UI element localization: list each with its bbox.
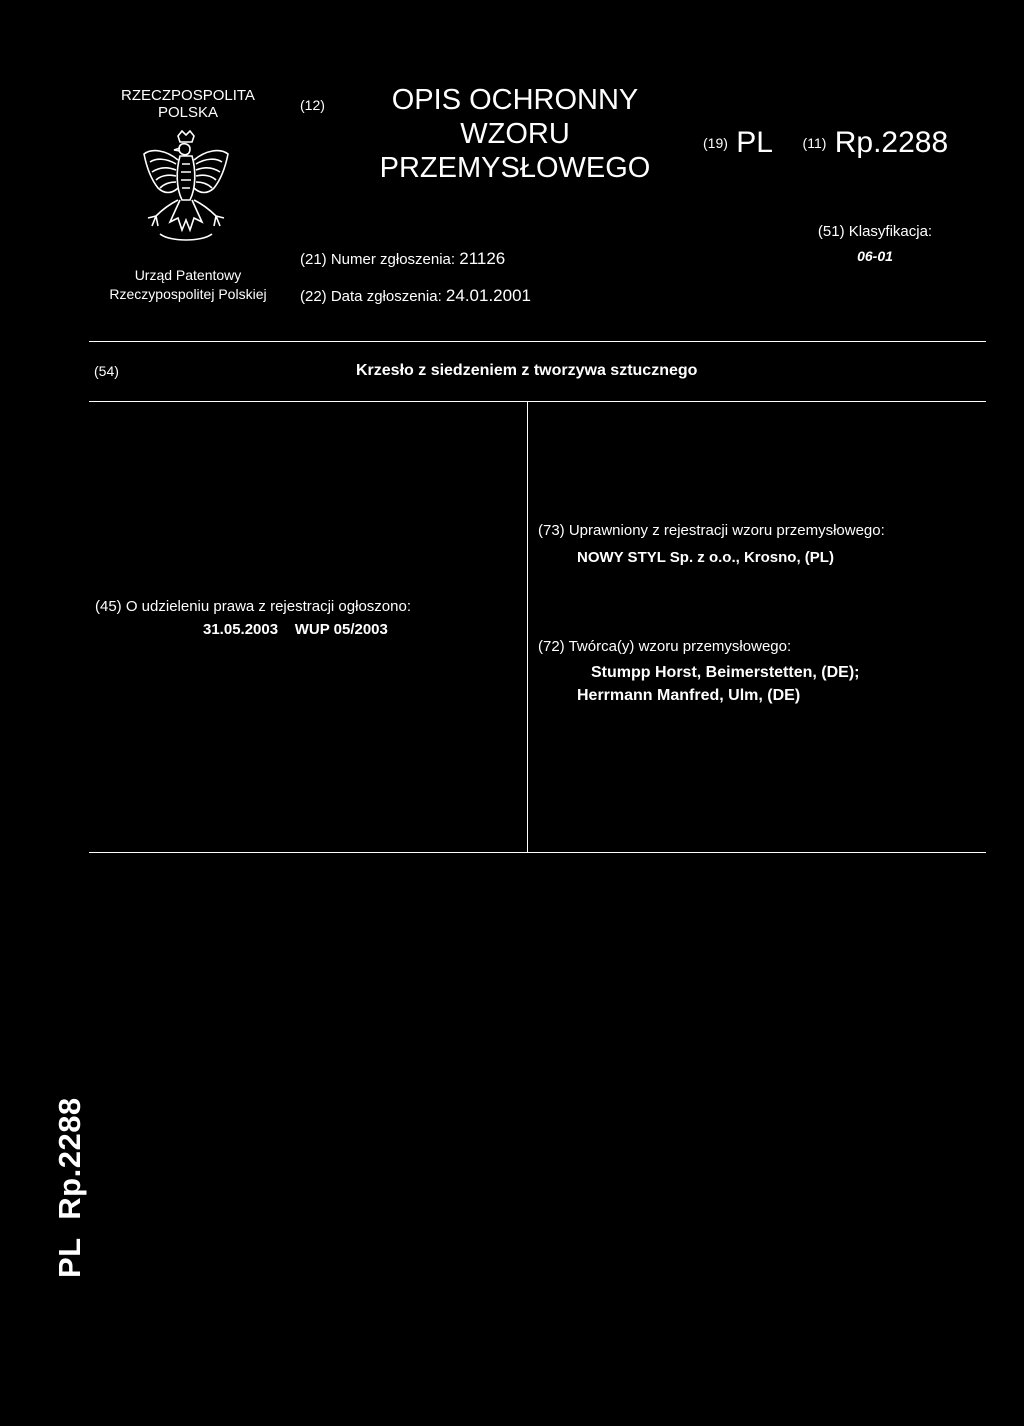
divider-top (89, 341, 986, 342)
code-19: (19) (703, 135, 728, 151)
application-date-value: 24.01.2001 (445, 286, 532, 305)
divider-vertical (527, 401, 528, 853)
creator-2: Herrmann Manfred, Ulm, (DE) (577, 687, 801, 704)
document-title (350, 83, 680, 185)
subject-code: (54) (94, 363, 119, 379)
side-registration-code: PL Rp.2288 (52, 1097, 87, 1278)
country-code: PL (736, 126, 772, 159)
title-line-3: PRZEMYSŁOWEGO (379, 152, 651, 184)
title-line-2: WZORU (460, 118, 570, 150)
creator-1: Stumpp Horst, Beimerstetten, (DE); (591, 664, 860, 681)
code-12: (12) (300, 97, 325, 113)
publication-number (703, 126, 948, 160)
application-number-value: 21126 (459, 249, 506, 268)
application-date-label: (22) Data zgłoszenia: (300, 288, 442, 305)
divider-subject (89, 401, 986, 402)
office-line-1: Urząd Patentowy (134, 267, 242, 283)
holder-value: NOWY STYL Sp. z o.o., Krosno, (PL) (577, 549, 834, 566)
grant-label: (45) O udzieleniu prawa z rejestracji ogłoszono: (95, 598, 411, 615)
design-title: Krzesło z siedzeniem z tworzywa sztucznego (356, 362, 698, 379)
application-number-label: (21) Numer zgłoszenia: (300, 251, 456, 268)
patent-office-name (90, 266, 286, 304)
registration-number: Rp.2288 (834, 126, 949, 159)
country-line-1: RZECZPOSPOLITA (121, 87, 255, 104)
creators-label: (72) Twórca(y) wzoru przemysłowego: (538, 638, 792, 655)
office-line-2: Rzeczypospolitej Polskiej (109, 286, 267, 302)
divider-bottom (89, 852, 986, 853)
application-date (300, 286, 531, 306)
title-line-1: OPIS OCHRONNY (391, 84, 639, 116)
country-name (100, 87, 276, 121)
eagle-emblem-icon (140, 130, 232, 248)
grant-value: 31.05.2003 WUP 05/2003 (203, 621, 388, 638)
code-11: (11) (802, 135, 827, 151)
country-line-2: POLSKA (157, 104, 219, 121)
classification-value: 06-01 (857, 248, 893, 264)
application-number (300, 249, 505, 269)
holder-label: (73) Uprawniony z rejestracji wzoru przemysłowego: (538, 522, 885, 539)
classification-label: (51) Klasyfikacja: (817, 223, 933, 240)
